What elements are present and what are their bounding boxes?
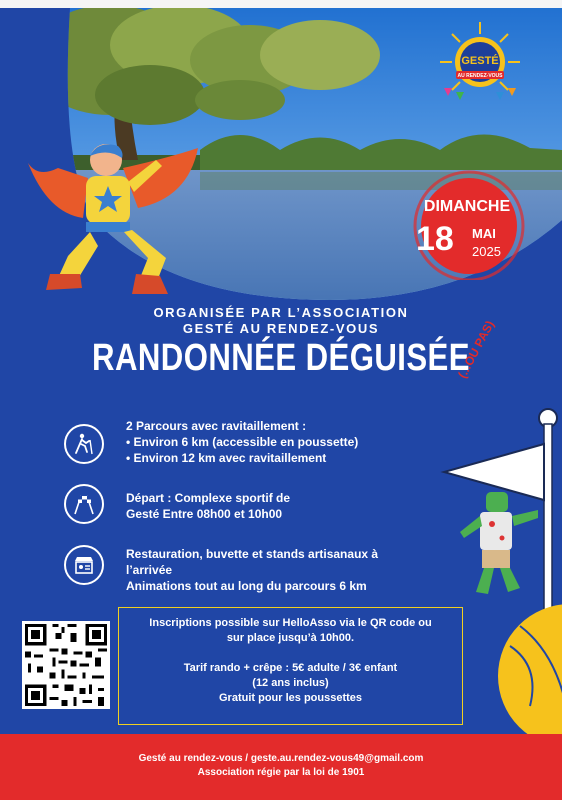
restauration-info bbox=[126, 546, 378, 594]
parcours-heading: 2 Parcours avec ravitaillement : bbox=[126, 419, 307, 433]
tarif-note: (12 ans inclus) bbox=[252, 677, 329, 689]
parcours-item-1: • Environ 6 km (accessible en poussette) bbox=[126, 435, 359, 449]
footer-legal: Association régie par la loi de 1901 bbox=[197, 767, 365, 778]
restauration-line-1: Restauration, buvette et stands artisanaux à bbox=[126, 547, 379, 561]
inscriptions-line-2: sur place jusqu’à 10h00. bbox=[226, 632, 355, 644]
superhero-illustration bbox=[28, 138, 218, 298]
stand-icon bbox=[64, 545, 104, 585]
depart-line-1: Départ : Complexe sportif de bbox=[126, 491, 291, 505]
logo-subtitle: AU RENDEZ-VOUS bbox=[457, 73, 503, 79]
depart-line-2: Gesté Entre 08h00 et 10h00 bbox=[126, 507, 283, 521]
organizer-line-1: ORGANISÉE PAR L’ASSOCIATION bbox=[153, 305, 409, 320]
date-month: MAI bbox=[472, 226, 496, 241]
title-aside: (...OU PAS) bbox=[455, 318, 497, 381]
hiker-icon bbox=[64, 424, 104, 464]
date-year: 2025 bbox=[472, 244, 501, 259]
checkered-flags-icon bbox=[64, 484, 104, 524]
depart-info bbox=[126, 490, 290, 522]
inscriptions-box bbox=[118, 607, 463, 725]
inscriptions-line-1: Inscriptions possible sur HelloAsso via le QR code ou bbox=[149, 617, 432, 629]
organizer-line-2: GESTÉ AU RENDEZ-VOUS bbox=[182, 321, 380, 336]
yellow-ball-decoration bbox=[480, 586, 562, 746]
restauration-line-2: l’arrivée bbox=[126, 563, 173, 577]
date-number: 18 bbox=[416, 220, 454, 258]
date-weekday: DIMANCHE bbox=[423, 198, 511, 215]
qr-code-icon[interactable] bbox=[22, 621, 110, 709]
event-title: RANDONNÉE DÉGUISÉE bbox=[92, 337, 470, 379]
parcours-item-2: • Environ 12 km avec ravitaillement bbox=[126, 451, 327, 465]
geste-logo bbox=[440, 22, 520, 102]
zombie-illustration bbox=[456, 488, 546, 598]
gratuit-line: Gratuit pour les poussettes bbox=[218, 692, 363, 704]
restauration-line-3: Animations tout au long du parcours 6 km bbox=[126, 579, 367, 593]
logo-name: GESTÉ bbox=[461, 55, 499, 67]
tarif-line: Tarif rando + crêpe : 5€ adulte / 3€ enfant bbox=[183, 662, 398, 674]
parcours-info bbox=[126, 418, 358, 466]
footer-contact: Gesté au rendez-vous / geste.au.rendez-vous49@gmail.com bbox=[138, 753, 424, 764]
